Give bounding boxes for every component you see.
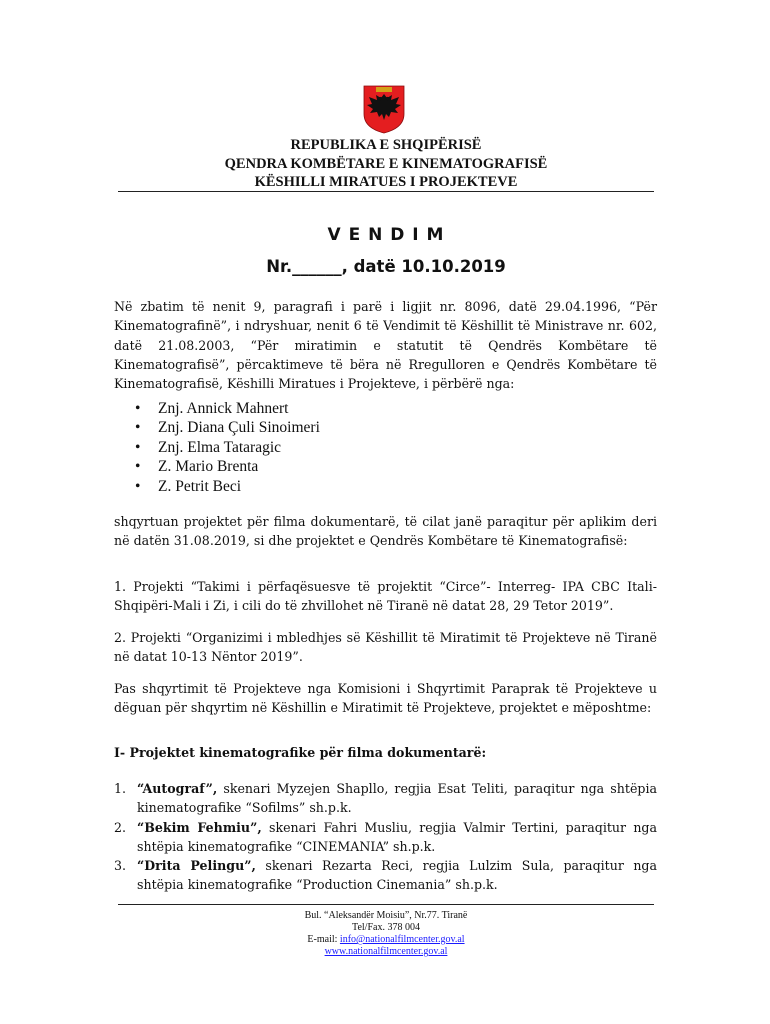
email-link[interactable]: info@nationalfilmcenter.gov.al	[339, 934, 465, 945]
header-council: KËSHILLI MIRATUES I PROJEKTEVE	[254, 174, 518, 190]
footer-telfax: Tel/Fax. 378 004	[352, 922, 420, 933]
website-link[interactable]: www.nationalfilmcenter.gov.al	[324, 946, 448, 957]
header-republic: REPUBLIKA E SHQIPËRISË	[290, 137, 482, 153]
documentary-projects-list	[114, 779, 657, 895]
list-item: 3. “Drita Pelingu”, skenari Rezarta Reci, regjia Lulzim Sula, paraqitur nga shtëpia kinematografike “Production Cinemania” sh.p.k.	[114, 858, 658, 893]
approval-paragraph: Pas shqyrtimit të Projekteve nga Komisioni i Shqyrtimit Paraprak të Projekteve u dëguan për shqyrtim në Këshillin e Miratimit të Projekteve, projektet e mëposhtme:	[114, 681, 657, 716]
council-members-list	[114, 399, 634, 496]
albanian-eagle-emblem	[362, 84, 406, 134]
list-item: • Znj. Annick Mahnert	[135, 400, 289, 417]
list-item: • Z. Mario Brenta	[135, 458, 259, 476]
project-1-paragraph: 1. Projekti “Takimi i përfaqësuesve të projektit “Circe”- Interreg- IPA CBC Itali-Shqipëri-Mali i Zi, i cili do të zhvillohet në Tiranë në datat 28, 29 Tetor 2019”.	[114, 579, 657, 614]
list-item: • Z. Petrit Beci	[135, 477, 242, 495]
list-item: • Znj. Diana Çuli Sinoimeri	[135, 419, 320, 437]
footer	[118, 910, 654, 958]
list-item: 1. “Autograf”, skenari Myzejen Shapllo, regjia Esat Teliti, paraqitur nga shtëpia kinematografike “Sofilms” sh.p.k.	[114, 781, 657, 816]
footer-divider	[118, 904, 654, 905]
footer-address: Bul. “Aleksandër Moisiu”, Nr.77. Tiranë	[304, 910, 468, 921]
footer-email-row: E-mail: info@nationalfilmcenter.gov.al	[307, 934, 465, 945]
list-item: • Znj. Elma Tataragic	[135, 438, 282, 456]
list-item: 2. “Bekim Fehmiu”, skenari Fahri Musliu, regjia Valmir Tertini, paraqitur nga shtëpia kinematografike “CINEMANIA” sh.p.k.	[114, 819, 657, 854]
header-divider	[118, 191, 654, 192]
section-heading: I- Projektet kinematografike për filma dokumentarë:	[114, 745, 487, 760]
header-center: QENDRA KOMBËTARE E KINEMATOGRAFISË	[224, 156, 548, 172]
intro-paragraph: Në zbatim të nenit 9, paragrafi i parë i ligjit nr. 8096, datë 29.04.1996, “Për Kinematografinë”, i ndryshuar, nenit 6 të Vendimit të Këshillit të Ministrave nr. 602, datë 21.08.2003, “Për miratimin e statutit të Qendrës Kombëtare të Kinematografisë”, përcaktimeve të bëra në Rregulloren e Qendrës Kombëtare të Kinematografisë, Këshilli Miratues i Projekteve, i përbërë nga:	[114, 299, 657, 392]
project-2-paragraph: 2. Projekti “Organizimi i mbledhjes së Këshillit të Miratimit të Projekteve në Tiranë në datat 10-13 Nëntor 2019”.	[114, 630, 657, 665]
decision-number: Nr.______, datë 10.10.2019	[266, 257, 506, 276]
review-paragraph: shqyrtuan projektet për filma dokumentarë, të cilat janë paraqitur për aplikim deri në datën 31.08.2019, si dhe projektet e Qendrës Kombëtare të Kinematografisë:	[114, 514, 657, 549]
decision-title: V E N D I M	[327, 225, 445, 245]
